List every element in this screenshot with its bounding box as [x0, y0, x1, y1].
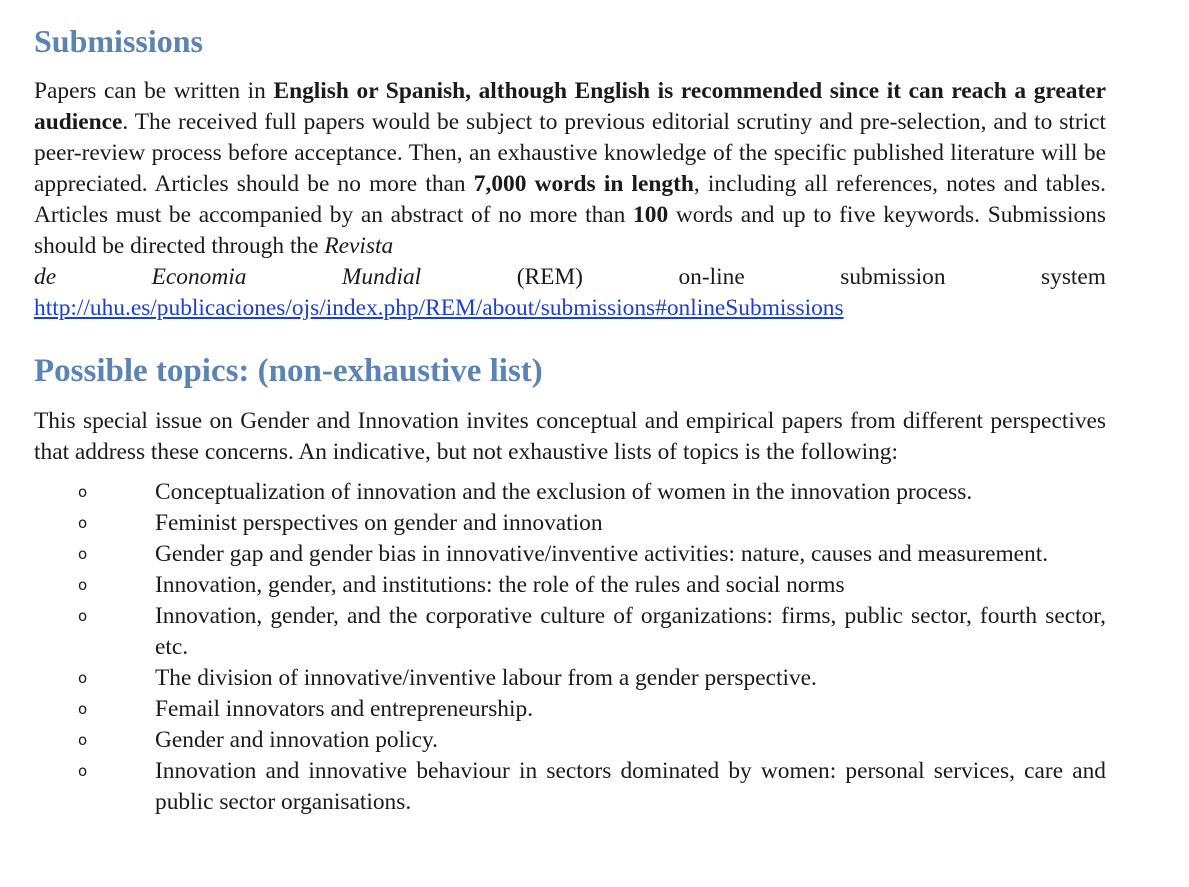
topic-text: Innovation, gender, and institutions: the role of the rules and social norms: [155, 572, 845, 598]
bullet-icon: o: [78, 514, 88, 532]
topics-list: [34, 477, 1106, 818]
list-item: [34, 725, 1106, 756]
bullet-icon: o: [78, 607, 88, 625]
list-item: [34, 477, 1106, 508]
topic-text: Gender and innovation policy.: [155, 727, 438, 753]
bullet-icon: o: [78, 762, 88, 780]
submission-system-link[interactable]: http://uhu.es/publicaciones/ojs/index.php/REM/about/submissions#onlineSubmissions: [34, 295, 844, 321]
submissions-text-3: , including all references, notes and tables. Articles must be accompanied by an abstract of no more than: [34, 171, 1106, 228]
submissions-paragraph: [34, 76, 1106, 262]
topics-heading: Possible topics: (non-exhaustive list): [34, 353, 543, 389]
list-item: [34, 694, 1106, 725]
list-item: [34, 539, 1106, 570]
list-item: [34, 756, 1106, 818]
bullet-icon: o: [78, 576, 88, 594]
list-item: [34, 663, 1106, 694]
topics-intro: This special issue on Gender and Innovation invites conceptual and empirical papers from different perspectives that address these concerns. An indicative, but not exhaustive lists of topics is the following:: [34, 408, 1106, 465]
topic-text: Innovation and innovative behaviour in sectors dominated by women: personal services, care and public sector organisations.: [155, 758, 1106, 815]
word-submission: submission: [840, 264, 946, 290]
submissions-text-2: . The received full papers would be subject to previous editorial scrutiny and pre-selection, and to strict peer-review process before acceptance. Then, an exhaustive knowledge of the specific published literature will be appreciated. Articles should be no more than: [34, 109, 1106, 197]
abstract-word-limit: 100: [633, 202, 669, 228]
journal-name-economia: Economia: [151, 264, 247, 290]
topic-text: Innovation, gender, and the corporative culture of organizations: firms, public sector, fourth sector, etc.: [155, 603, 1106, 660]
word-system: system: [1041, 264, 1106, 290]
word-online: on-line: [678, 264, 745, 290]
bullet-icon: o: [78, 731, 88, 749]
submissions-text-4: words and up to five keywords. Submissions should be directed through the: [34, 202, 1106, 259]
journal-name-mundial: Mundial: [341, 264, 422, 290]
topic-text: Femail innovators and entrepreneurship.: [155, 696, 534, 722]
bullet-icon: o: [78, 669, 88, 687]
topic-text: Feminist perspectives on gender and innovation: [155, 510, 603, 536]
language-recommendation: English or Spanish, although English is recommended since it can reach a greater audience: [34, 78, 1106, 135]
list-item: [34, 508, 1106, 539]
document-page: [34, 0, 1106, 818]
journal-name-de: de: [34, 264, 57, 290]
submissions-text-1: Papers can be written in: [34, 78, 274, 104]
journal-system-line: [34, 262, 1106, 293]
journal-abbrev: (REM): [516, 264, 583, 290]
topic-text: Conceptualization of innovation and the exclusion of women in the innovation process.: [155, 479, 973, 505]
topic-text: The division of innovative/inventive labour from a gender perspective.: [155, 665, 817, 691]
journal-name-revista: Revista: [324, 233, 394, 259]
bullet-icon: o: [78, 545, 88, 563]
bullet-icon: o: [78, 700, 88, 718]
list-item: [34, 601, 1106, 663]
topic-text: Gender gap and gender bias in innovative/inventive activities: nature, causes and measurement.: [155, 541, 1049, 567]
submissions-heading: Submissions: [34, 23, 203, 59]
list-item: [34, 570, 1106, 601]
word-limit: 7,000 words in length: [473, 171, 694, 197]
bullet-icon: o: [78, 483, 88, 501]
